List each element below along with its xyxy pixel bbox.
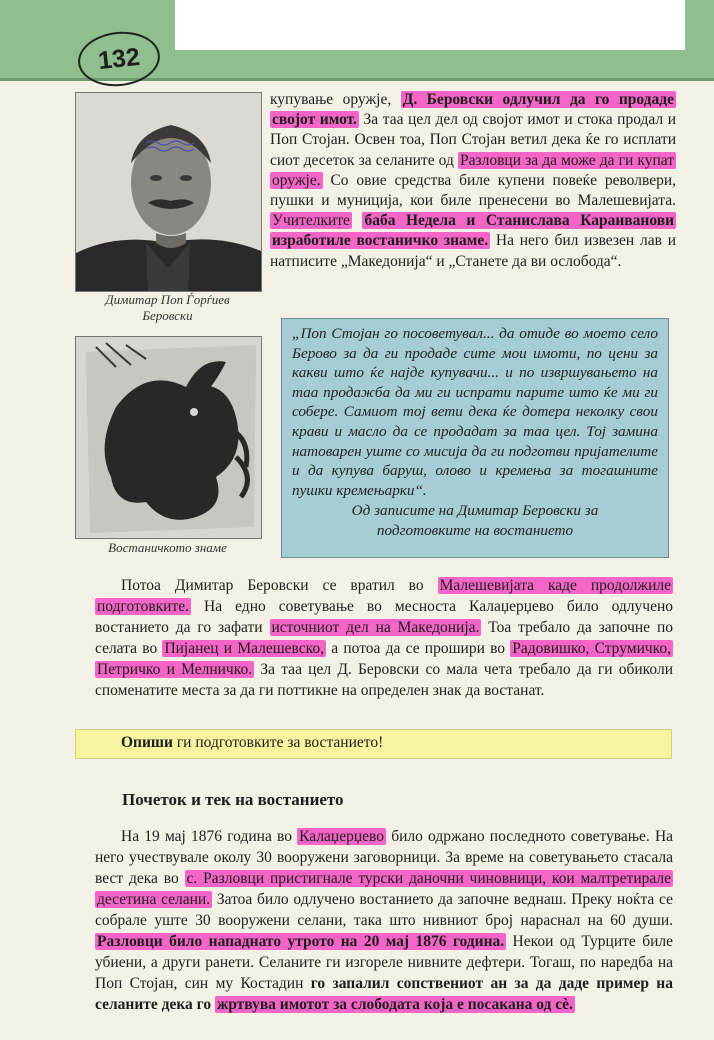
task-box	[75, 729, 672, 759]
column-sentence-8: На него бил извезен лав и натписите „Македонија“ и „Станете да ви ослобода“.	[270, 232, 676, 270]
highlight-flag-makers: баба Недела и Станислава Караиванови изработиле востаничко знаме.	[272, 212, 674, 250]
portrait-caption-line1: Димитар Поп Ѓорѓиев	[105, 292, 230, 307]
quote-text: „Поп Стојан го посоветувал... да отиде во моето село Берово за да ги продаде сите мои имоти, по цени за какви што ќе најде купувачи... и по извршувањето на таа продажба да ми ги испрати парите што ќе ми ги собере. Самиот тој вети дека ќе дотера неколку свои крави и масло да се продадат за таа цел. Тој замина натоварен уште со мисија да ги подготви пријателите и да купува баруш, олово и кремења за тогашните пушки кремењарки“.	[292, 325, 658, 499]
highlight-regions: Радовишко, Струмичко, Петричко и Мелничко.	[97, 640, 672, 678]
p1-sentence-1: Потоа Димитар Беровски се вратил во	[121, 577, 424, 594]
section-heading: Почеток и тек на востанието	[122, 790, 344, 809]
column-sentence-5: Со овие средства биле купени повеќе револвери, пушки и муниција, кои биле пренесени во Малешевијата.	[270, 171, 676, 210]
highlight-pijanec: Пијанец и Малешевско,	[164, 640, 325, 657]
p1-sentence-9: За таа цел Д. Беровски со мала чета требало да ги обиколи споменатите места за да ги поттикне на определен знак да востанат.	[95, 661, 673, 699]
flag-caption: Востаничкото знаме	[108, 540, 227, 555]
highlight-eastern-macedonia: источниот дел на Македонија.	[271, 619, 480, 636]
highlight-sacrifice: жртвува имотот за слободата која е посакана од сè.	[216, 996, 573, 1013]
highlight-kaladzerdzevo: Калаџерџево	[299, 828, 384, 845]
portrait-caption-line2: Беровски	[142, 308, 193, 323]
page-number: 132	[75, 28, 162, 90]
highlight-sell-property: Д. Беровски одлучил да го продаде својот имот.	[272, 91, 674, 129]
p1-sentence-3: На едно советување во месноста Калаџерџево било одлучено востанието да го зафати	[95, 598, 673, 636]
highlight-attack-date: Разловци било нападнато утрото на 20 мај 1876 година.	[97, 933, 505, 950]
paragraph-uprising	[95, 826, 673, 1015]
quote-source-line2: подготовките на востанието	[376, 521, 574, 539]
p2-sentence-1: На 19 мај 1876 година во	[121, 828, 292, 845]
quote-source-line1: Од записите на Димитар Беровски за	[351, 502, 599, 520]
task-verb: Опиши	[121, 734, 173, 751]
portrait-photo	[75, 92, 262, 292]
quote-box	[281, 318, 669, 558]
flag-photo	[75, 336, 262, 539]
task-text: ги подготовките за востанието!	[176, 734, 384, 751]
p1-sentence-5: Тоа требало да започне по селата во	[95, 619, 673, 657]
portrait-caption	[75, 292, 260, 324]
column-sentence-1: купување оружје,	[270, 91, 392, 108]
p2-sentence-5: Затоа било одлучено востанието да започне веднаш. Преку ноќта се собрале уште 30 вооружени селани, така што нивниот број нараснал на 60 души.	[95, 891, 673, 929]
quote-source	[292, 501, 658, 540]
highlight-tax-officials: с. Разловци пристигнале турски даночни чиновници, кои малтретирале десетина селани.	[97, 870, 671, 908]
p2-sentence-8: го запалил сопствениот ан за да даде пример на селаните дека го	[95, 975, 673, 1013]
highlight-maleshevija: Малешевијата каде продолжиле подготовките.	[97, 577, 672, 615]
highlight-teachers: Учителките	[272, 212, 350, 230]
p2-sentence-3: било одржано последното советување. На него учествувале околу 30 вооружени заговорници. За време на советувањето стасала вест дека во	[95, 828, 674, 887]
highlight-razlovci-weapons: Разловци за да може да ги купат оружје.	[272, 151, 674, 189]
column-sentence-3: За таа цел дел од својот имот и стока продал и Поп Стојан. Освен тоа, Поп Стојан ветил дека ќе го исплати сиот десеток за селаните од	[270, 111, 677, 169]
column-text	[270, 90, 676, 272]
p1-sentence-7: а потоа да се прошири во	[331, 640, 506, 657]
p2-sentence-7: Некои од Турците биле убиени, а други ранети. Селаните ги изгореле нивните дефтери. Тогаш, по наредба на Поп Стојан, син му Костадин	[95, 933, 673, 992]
header-blank-area	[175, 0, 685, 50]
paragraph-preparations	[95, 575, 673, 701]
column-paragraph	[270, 90, 676, 272]
